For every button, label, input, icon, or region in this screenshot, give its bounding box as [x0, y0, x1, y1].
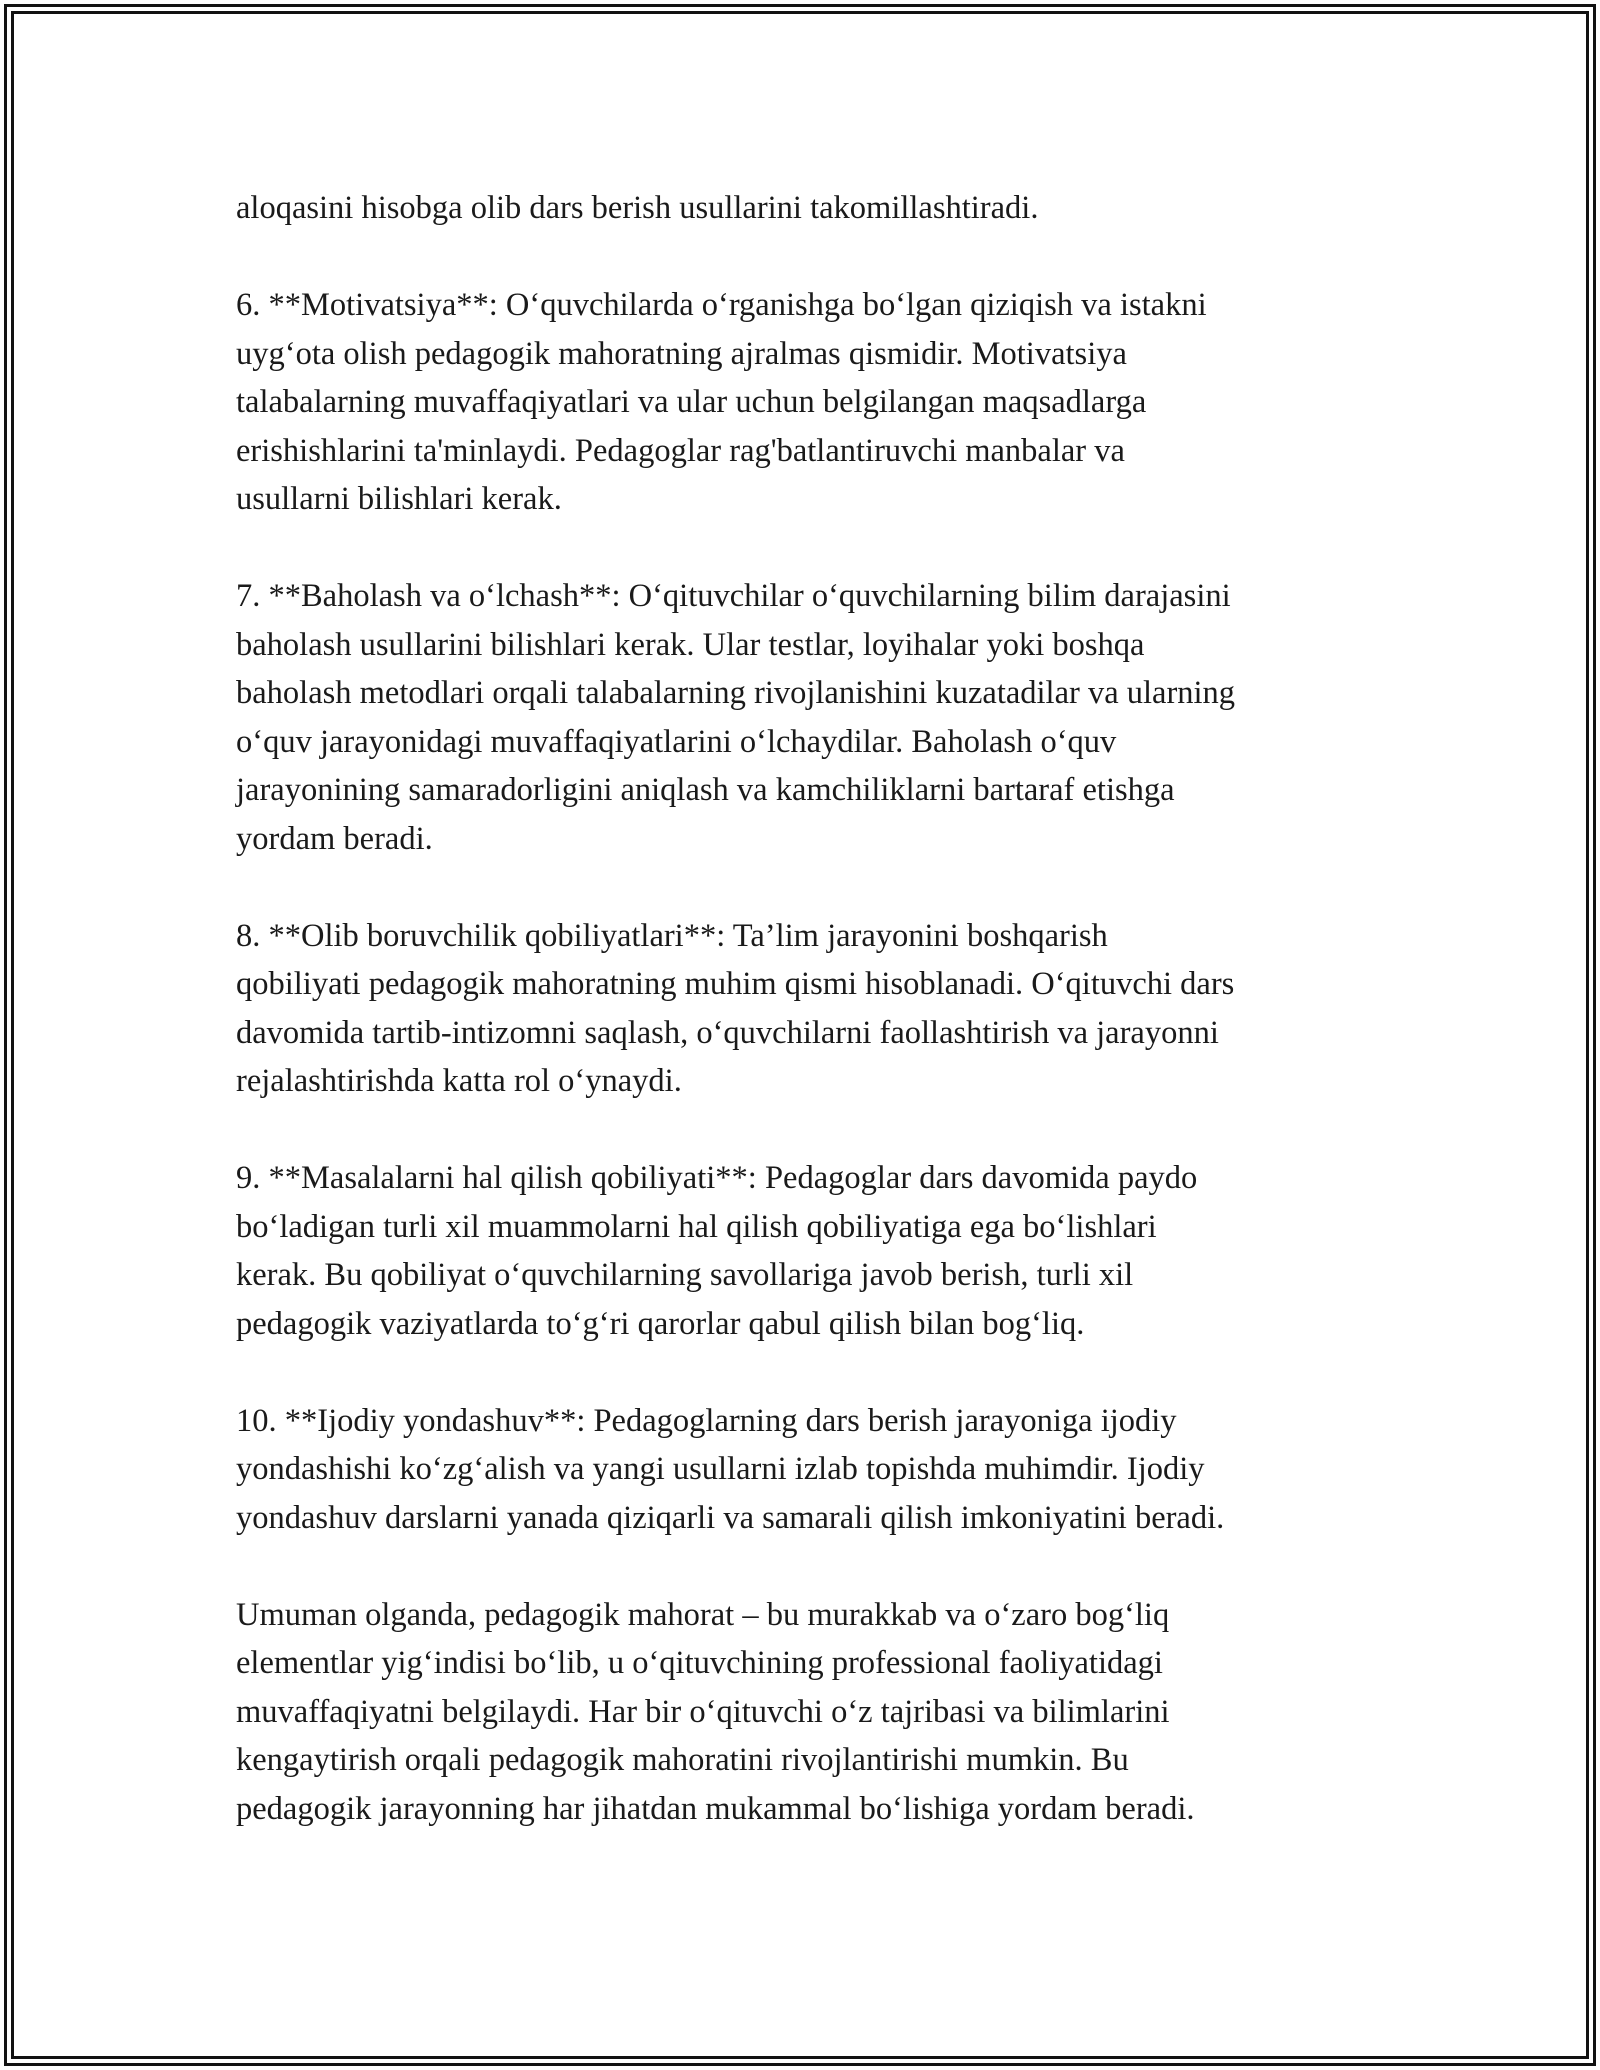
paragraph-ijodiy-yondashuv: 10. **Ijodiy yondashuv**: Pedagoglarning dars berish jarayoniga ijodiy yondashishi ko‘zg‘alish va yangi usullarni izlab topishda muhimdir. Ijodiy yondashuv darslarni yanada qiziqarli va samarali qilish imkoniyatini beradi. [236, 1402, 1225, 1536]
paragraph-masalalarni-hal-qilish: 9. **Masalalarni hal qilish qobiliyati**: Pedagoglar dars davomida paydo bo‘ladigan turli xil muammolarni hal qilish qobiliyatiga ega bo‘lishlari kerak. Bu qobiliyat o‘quvchilarning savollariga javob berish, turli xil pedagogik vaziyatlarda to‘g‘ri qarorlar qabul qilish bilan bog‘liq. [236, 1160, 1198, 1342]
paragraph-baholash: 7. **Baholash va o‘lchash**: O‘qituvchilar o‘quvchilarning bilim darajasini baholash usullarini bilishlari kerak. Ular testlar, loyihalar yoki boshqa baholash metodlari orqali talabalarning rivojlanishini kuzatadilar va ularning o‘quv jarayonidagi muvaffaqiyatlarini o‘lchaydilar. Baholash o‘quv jarayonining samaradorligini aniqlash va kamchiliklarni bartaraf etishga yordam beradi. [236, 578, 1236, 857]
document-body [236, 184, 1416, 1882]
paragraph-conclusion: Umuman olganda, pedagogik mahorat – bu murakkab va o‘zaro bog‘liq elementlar yig‘indisi bo‘lib, u o‘qituvchining professional faoliyatidagi muvaffaqiyatni belgilaydi. Har bir o‘qituvchi o‘z tajribasi va bilimlarini kengaytirish orqali pedagogik mahoratini rivojlantirishi mumkin. Bu pedagogik jarayonning har jihatdan mukammal bo‘lishiga yordam beradi. [236, 1596, 1195, 1827]
paragraph-motivatsiya: 6. **Motivatsiya**: O‘quvchilarda o‘rganishga bo‘lgan qiziqish va istakni uyg‘ota olish pedagogik mahoratning ajralmas qismidir. Motivatsiya talabalarning muvaffaqiyatlari va ular uchun belgilangan maqsadlarga erishishlarini ta'minlaydi. Pedagoglar rag'batlantiruvchi manbalar va usullarni bilishlari kerak. [236, 287, 1207, 517]
paragraph-olib-boruvchilik: 8. **Olib boruvchilik qobiliyatlari**: Ta’lim jarayonini boshqarish qobiliyati pedagogik mahoratning muhim qismi hisoblanadi. O‘qituvchi dars davomida tartib-intizomni saqlash, o‘quvchilarni faollashtirish va jarayonni rejalashtirishda katta rol o‘ynaydi. [236, 917, 1235, 1099]
paragraph-continuation: aloqasini hisobga olib dars berish usullarini takomillashtiradi. [236, 190, 1039, 226]
